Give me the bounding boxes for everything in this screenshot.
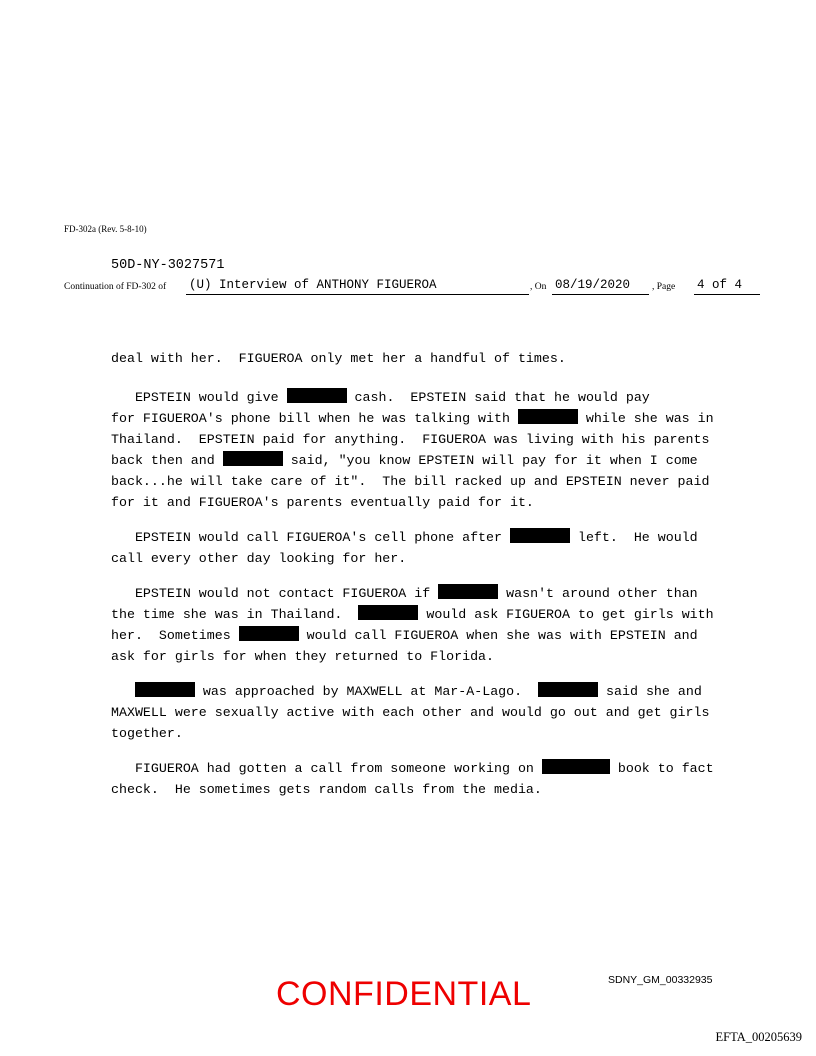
paragraph-line: back...he will take care of it". The bill racked up and EPSTEIN never paid: [111, 474, 710, 489]
paragraph-line: Thailand. EPSTEIN paid for anything. FIGUEROA was living with his parents: [111, 432, 710, 447]
paragraph-line: check. He sometimes gets random calls from the media.: [111, 782, 542, 797]
bates-number: SDNY_GM_00332935: [608, 974, 713, 986]
paragraph-line: back then and said, "you know EPSTEIN will pay for it when I come: [111, 453, 698, 468]
paragraph-line: EPSTEIN would give cash. EPSTEIN said that he would pay: [111, 390, 650, 405]
efta-number: EFTA_00205639: [715, 1030, 802, 1044]
redaction-box: [518, 409, 578, 424]
case-number: 50D-NY-3027571: [111, 258, 225, 273]
paragraph-line: was approached by MAXWELL at Mar-A-Lago. said she and: [111, 682, 702, 702]
redaction-box: [542, 759, 610, 774]
page-label: , Page: [652, 282, 676, 292]
paragraph-line: call every other day looking for her.: [111, 551, 407, 566]
redaction-box: [287, 388, 347, 403]
on-label: , On: [530, 282, 547, 292]
redaction-box: [510, 528, 570, 543]
paragraph-line: ask for girls for when they returned to Florida.: [111, 649, 495, 664]
paragraph-line: MAXWELL were sexually active with each other and would go out and get girls: [111, 705, 710, 720]
date-field: 08/19/2020: [552, 278, 649, 295]
continuation-label: Continuation of FD-302 of: [64, 282, 167, 292]
redaction-box: [438, 584, 498, 599]
redaction-box: [538, 682, 598, 697]
redaction-box: [135, 682, 195, 697]
paragraph-line: EPSTEIN would not contact FIGUEROA if wasn't around other than: [111, 586, 698, 601]
confidential-stamp: CONFIDENTIAL: [276, 975, 532, 1013]
paragraph-line: together.: [111, 726, 183, 741]
redaction-box: [358, 605, 418, 620]
paragraph-line: for FIGUEROA's phone bill when he was talking with while she was in: [111, 411, 714, 426]
redaction-box: [223, 451, 283, 466]
paragraph-line: EPSTEIN would call FIGUEROA's cell phone after left. He would: [111, 530, 698, 545]
interview-title-field: (U) Interview of ANTHONY FIGUEROA: [186, 278, 529, 295]
paragraph-line: her. Sometimes would call FIGUEROA when she was with EPSTEIN and: [111, 628, 698, 643]
form-id: FD-302a (Rev. 5-8-10): [64, 224, 147, 234]
page-number-field: 4 of 4: [694, 278, 760, 295]
paragraph-line: the time she was in Thailand. would ask FIGUEROA to get girls with: [111, 607, 714, 622]
paragraph-line: for it and FIGUEROA's parents eventually paid for it.: [111, 495, 534, 510]
redaction-box: [239, 626, 299, 641]
paragraph-line: FIGUEROA had gotten a call from someone working on book to fact: [111, 761, 714, 776]
paragraph-line: deal with her. FIGUEROA only met her a handful of times.: [111, 351, 566, 366]
